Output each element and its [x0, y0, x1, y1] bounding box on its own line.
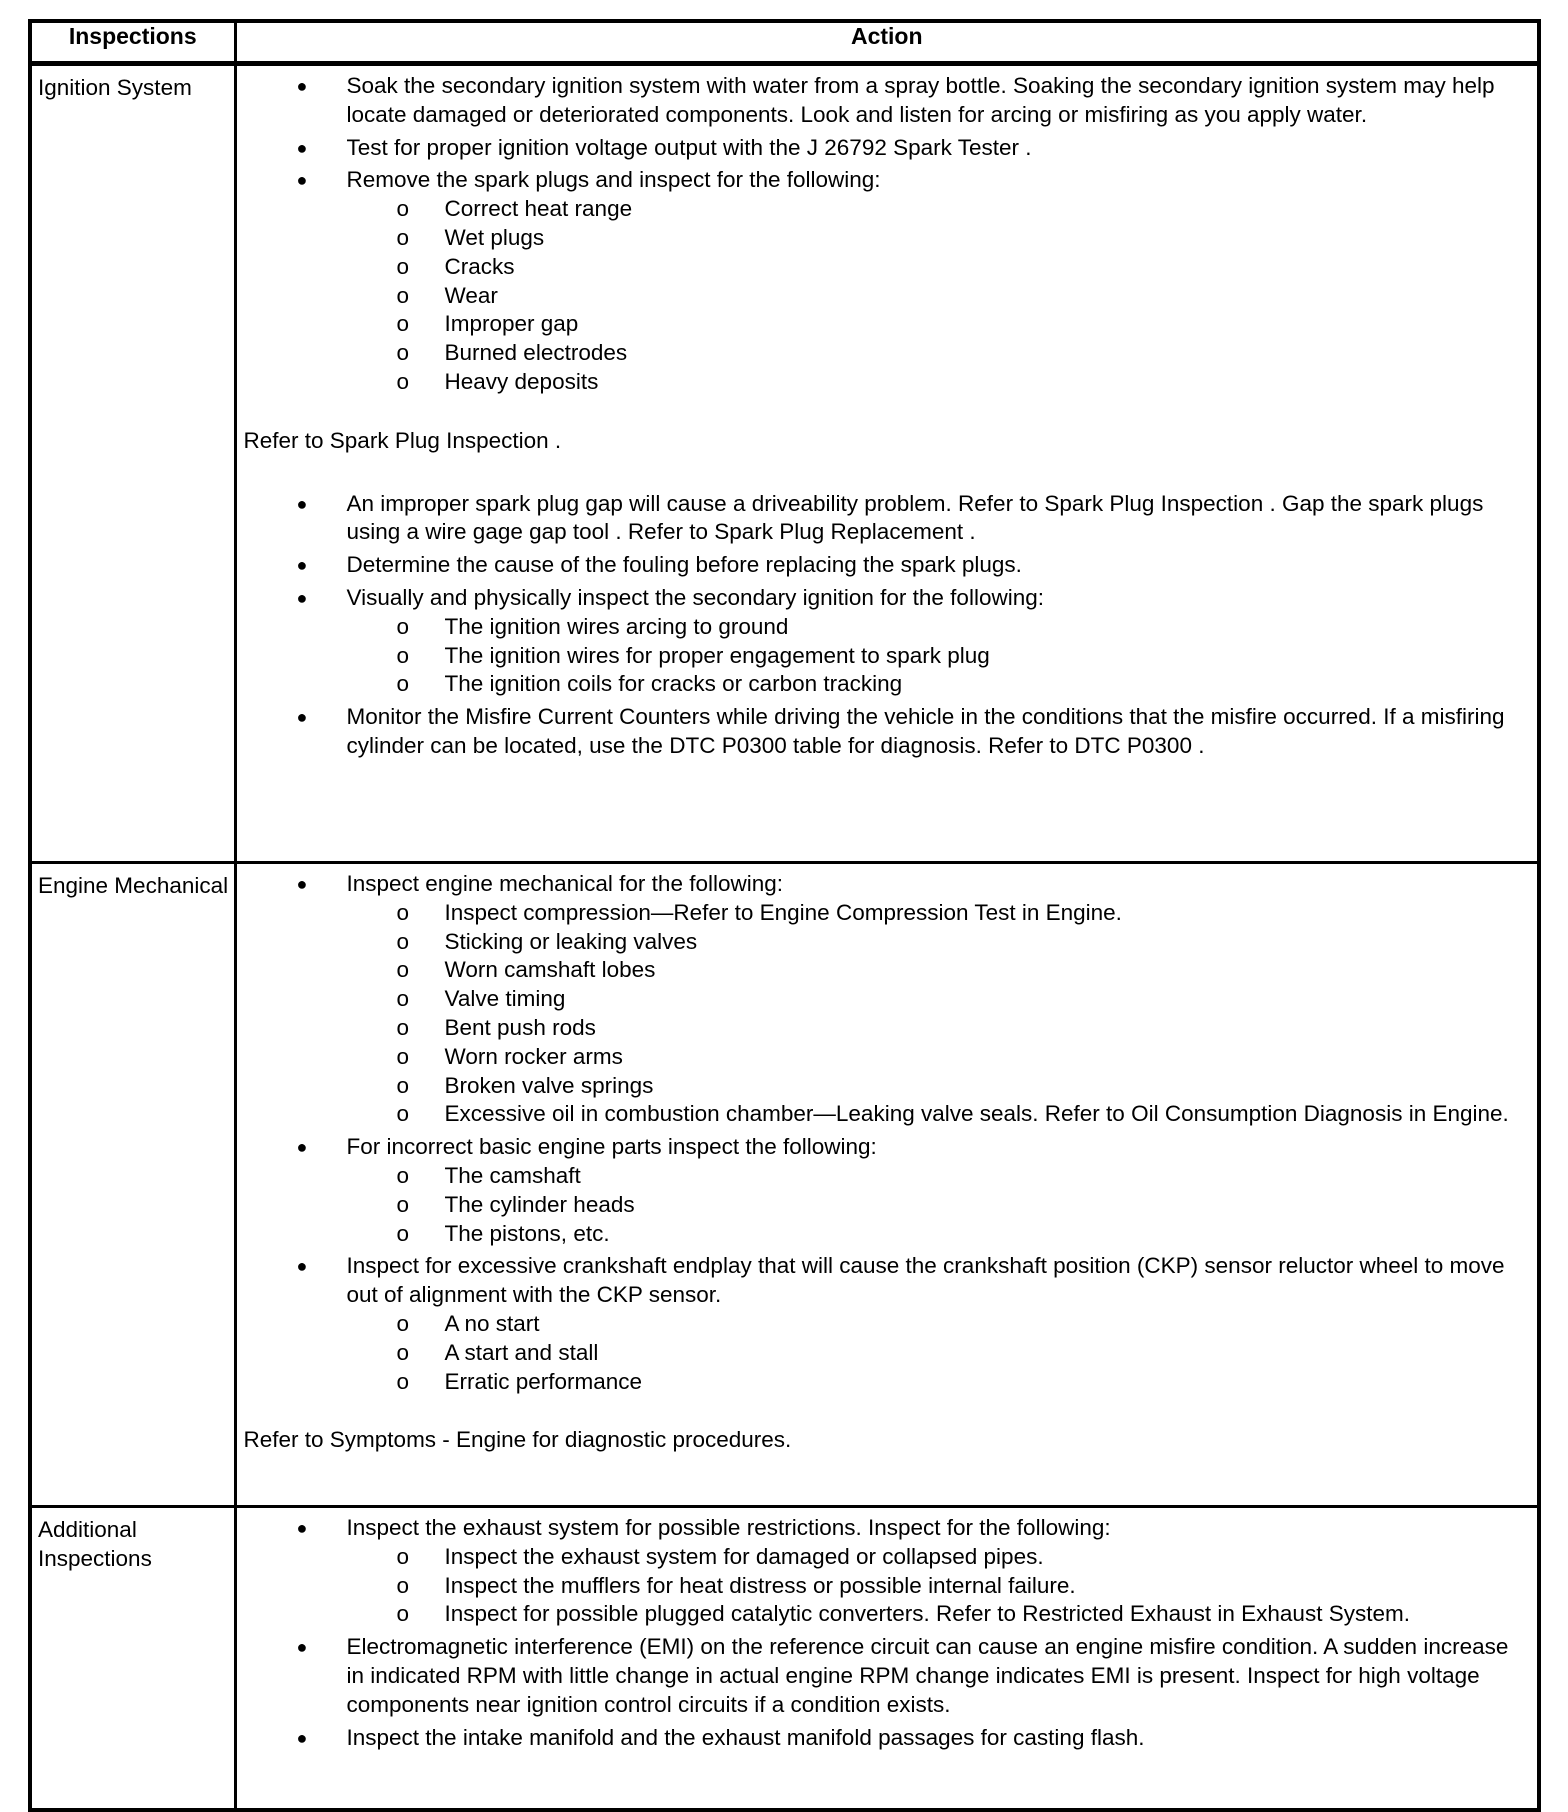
- item-text: Correct heat range: [444, 196, 633, 222]
- item-text: Valve timing: [444, 986, 566, 1012]
- circle-bullet-icon: o: [396, 1072, 410, 1098]
- circle-bullet-icon: o: [396, 1572, 410, 1598]
- sub-list-item: [237, 339, 1530, 368]
- list-item: [237, 1252, 1530, 1310]
- item-text: Soak the secondary ignition system with water from a spray bottle. Soaking the secondary ignition system may help locate damaged or deteriorated components. Look and listen for arcing or misfiring as you apply water.: [346, 73, 1495, 127]
- item-text: For incorrect basic engine parts inspect the following:: [346, 1134, 877, 1160]
- inspections-table: [28, 19, 1541, 1812]
- reference-paragraph: [237, 1426, 1530, 1455]
- bullet-icon: ●: [296, 707, 308, 728]
- sub-list-item: [237, 368, 1530, 397]
- list-item: [237, 551, 1530, 580]
- bullet-icon: ●: [296, 1727, 308, 1748]
- circle-bullet-icon: o: [396, 1543, 410, 1569]
- item-text: The ignition wires arcing to ground: [444, 613, 789, 639]
- item-text: Erratic performance: [444, 1368, 643, 1394]
- item-text: Refer to Symptoms - Engine for diagnostic procedures.: [243, 1427, 792, 1453]
- item-text: Electromagnetic interference (EMI) on the reference circuit can cause an engine misfire condition. A sudden increase in indicated RPM with little change in actual engine RPM change indicates EMI is present. Inspect for high voltage components near ignition control circuits if a condition exists.: [346, 1634, 1509, 1717]
- sub-list-item: [237, 956, 1530, 985]
- item-text: Excessive oil in combustion chamber—Leaking valve seals. Refer to Oil Consumption Diagnosis in Engine.: [444, 1101, 1509, 1127]
- sub-list-item: [237, 282, 1530, 311]
- sub-list-item: [237, 928, 1530, 957]
- list-item: [237, 166, 1530, 195]
- action-cell: [235, 64, 1539, 863]
- item-text: Visually and physically inspect the secondary ignition for the following:: [346, 584, 1044, 610]
- sub-list-item: [237, 1072, 1530, 1101]
- item-text: Inspect engine mechanical for the following:: [346, 871, 784, 896]
- sub-list-item: [237, 310, 1530, 339]
- list-item: [237, 1633, 1530, 1719]
- sub-list-item: [237, 642, 1530, 671]
- sub-list-item: [237, 1600, 1530, 1629]
- table-row: [30, 863, 1539, 1507]
- reference-paragraph: [237, 427, 1530, 456]
- item-text: Improper gap: [444, 311, 579, 337]
- header-action: Action: [235, 21, 1539, 64]
- sub-list-item: [237, 1368, 1530, 1397]
- item-text: Monitor the Misfire Current Counters while driving the vehicle in the conditions that the misfire occurred. If a misfiring cylinder can be located, use the DTC P0300 table for diagnosis. Refer to DTC P0300 .: [346, 704, 1505, 758]
- circle-bullet-icon: o: [396, 1220, 410, 1246]
- bullet-icon: ●: [296, 1637, 308, 1658]
- circle-bullet-icon: o: [396, 1162, 410, 1188]
- circle-bullet-icon: o: [396, 1368, 410, 1394]
- item-text: The pistons, etc.: [444, 1220, 610, 1246]
- sub-list-item: [237, 195, 1530, 224]
- sub-list-item: [237, 253, 1530, 282]
- item-text: Inspect for excessive crankshaft endplay that will cause the crankshaft position (CKP) sensor reluctor wheel to move out of alignment with the CKP sensor.: [346, 1253, 1505, 1308]
- sub-list-item: [237, 1100, 1530, 1129]
- item-text: Burned electrodes: [444, 340, 628, 366]
- sub-list-item: [237, 1220, 1530, 1249]
- sub-list-item: [237, 1043, 1530, 1072]
- bullet-icon: ●: [296, 874, 308, 894]
- item-text: Cracks: [444, 253, 515, 279]
- circle-bullet-icon: o: [396, 928, 410, 954]
- circle-bullet-icon: o: [396, 1191, 410, 1217]
- item-text: An improper spark plug gap will cause a driveability problem. Refer to Spark Plug Inspection . Gap the spark plugs using a wire gage gap tool . Refer to Spark Plug Replacement .: [346, 490, 1484, 545]
- item-text: A no start: [444, 1310, 540, 1336]
- bullet-icon: ●: [296, 137, 308, 158]
- item-text: Remove the spark plugs and inspect for the following:: [346, 167, 881, 193]
- circle-bullet-icon: o: [396, 282, 410, 308]
- circle-bullet-icon: o: [396, 368, 410, 394]
- bullet-icon: ●: [296, 493, 308, 514]
- list-item: [237, 703, 1530, 761]
- sub-list-item: [237, 1339, 1530, 1368]
- list-item: [237, 72, 1530, 130]
- item-text: Worn camshaft lobes: [444, 957, 656, 983]
- circle-bullet-icon: o: [396, 1014, 410, 1040]
- sub-list-item: [237, 1191, 1530, 1220]
- item-text: Inspect for possible plugged catalytic converters. Refer to Restricted Exhaust in Exhaust System.: [444, 1601, 1410, 1627]
- item-text: Broken valve springs: [444, 1072, 654, 1098]
- circle-bullet-icon: o: [396, 1601, 410, 1627]
- circle-bullet-icon: o: [396, 1101, 410, 1127]
- table-row: [30, 1507, 1539, 1811]
- circle-bullet-icon: o: [396, 957, 410, 983]
- sub-list-item: [237, 613, 1530, 642]
- bullet-icon: ●: [296, 76, 308, 96]
- list-item: [237, 1514, 1530, 1543]
- header-inspections: Inspections: [30, 21, 235, 64]
- header-row: [30, 21, 1539, 64]
- action-cell: [235, 1507, 1539, 1811]
- circle-bullet-icon: o: [396, 196, 410, 222]
- item-text: A start and stall: [444, 1339, 599, 1365]
- item-text: Refer to Spark Plug Inspection .: [243, 427, 562, 453]
- sub-list-item: [237, 670, 1530, 699]
- sub-list-item: [237, 1014, 1530, 1043]
- list-item: [237, 870, 1530, 899]
- inspection-label: Ignition System: [30, 64, 235, 863]
- list-item: [237, 490, 1530, 548]
- item-text: Inspect the exhaust system for possible restrictions. Inspect for the following:: [346, 1515, 1111, 1540]
- bullet-icon: ●: [296, 587, 308, 608]
- circle-bullet-icon: o: [396, 253, 410, 279]
- item-text: Wear: [444, 282, 498, 308]
- sub-list-item: [237, 1543, 1530, 1572]
- sub-list-item: [237, 224, 1530, 253]
- item-text: Inspect the mufflers for heat distress or possible internal failure.: [444, 1572, 1076, 1598]
- list-item: [237, 1724, 1530, 1753]
- sub-list-item: [237, 1310, 1530, 1339]
- circle-bullet-icon: o: [396, 613, 410, 639]
- circle-bullet-icon: o: [396, 1310, 410, 1336]
- sub-list-item: [237, 985, 1530, 1014]
- item-text: Inspect the exhaust system for damaged or collapsed pipes.: [444, 1543, 1044, 1569]
- item-text: Heavy deposits: [444, 368, 599, 394]
- item-text: The camshaft: [444, 1162, 581, 1188]
- inspection-label: Additional Inspections: [30, 1507, 235, 1811]
- circle-bullet-icon: o: [396, 224, 410, 250]
- item-text: Test for proper ignition voltage output with the J 26792 Spark Tester .: [346, 134, 1032, 160]
- bullet-icon: ●: [296, 555, 308, 576]
- inspection-label: Engine Mechanical: [30, 863, 235, 1507]
- list-item: [237, 1133, 1530, 1162]
- circle-bullet-icon: o: [396, 642, 410, 668]
- item-text: Bent push rods: [444, 1014, 596, 1040]
- list-item: [237, 584, 1530, 613]
- item-text: Inspect the intake manifold and the exhaust manifold passages for casting flash.: [346, 1724, 1145, 1750]
- item-text: Worn rocker arms: [444, 1043, 623, 1069]
- circle-bullet-icon: o: [396, 311, 410, 337]
- item-text: Inspect compression—Refer to Engine Compression Test in Engine.: [444, 899, 1122, 925]
- circle-bullet-icon: o: [396, 899, 410, 925]
- bullet-icon: ●: [296, 170, 308, 191]
- item-text: Wet plugs: [444, 224, 545, 250]
- circle-bullet-icon: o: [396, 986, 410, 1012]
- table-row: [30, 64, 1539, 863]
- circle-bullet-icon: o: [396, 1339, 410, 1365]
- bullet-icon: ●: [296, 1518, 308, 1538]
- bullet-icon: ●: [296, 1256, 308, 1277]
- circle-bullet-icon: o: [396, 671, 410, 697]
- item-text: The ignition coils for cracks or carbon tracking: [444, 671, 903, 697]
- list-item: [237, 134, 1530, 163]
- item-text: The ignition wires for proper engagement to spark plug: [444, 642, 990, 668]
- circle-bullet-icon: o: [396, 340, 410, 366]
- item-text: Sticking or leaking valves: [444, 928, 698, 954]
- item-text: The cylinder heads: [444, 1191, 635, 1217]
- sub-list-item: [237, 899, 1530, 928]
- item-text: Determine the cause of the fouling before replacing the spark plugs.: [346, 552, 1022, 578]
- action-cell: [235, 863, 1539, 1507]
- bullet-icon: ●: [296, 1137, 308, 1158]
- sub-list-item: [237, 1572, 1530, 1601]
- circle-bullet-icon: o: [396, 1043, 410, 1069]
- sub-list-item: [237, 1162, 1530, 1191]
